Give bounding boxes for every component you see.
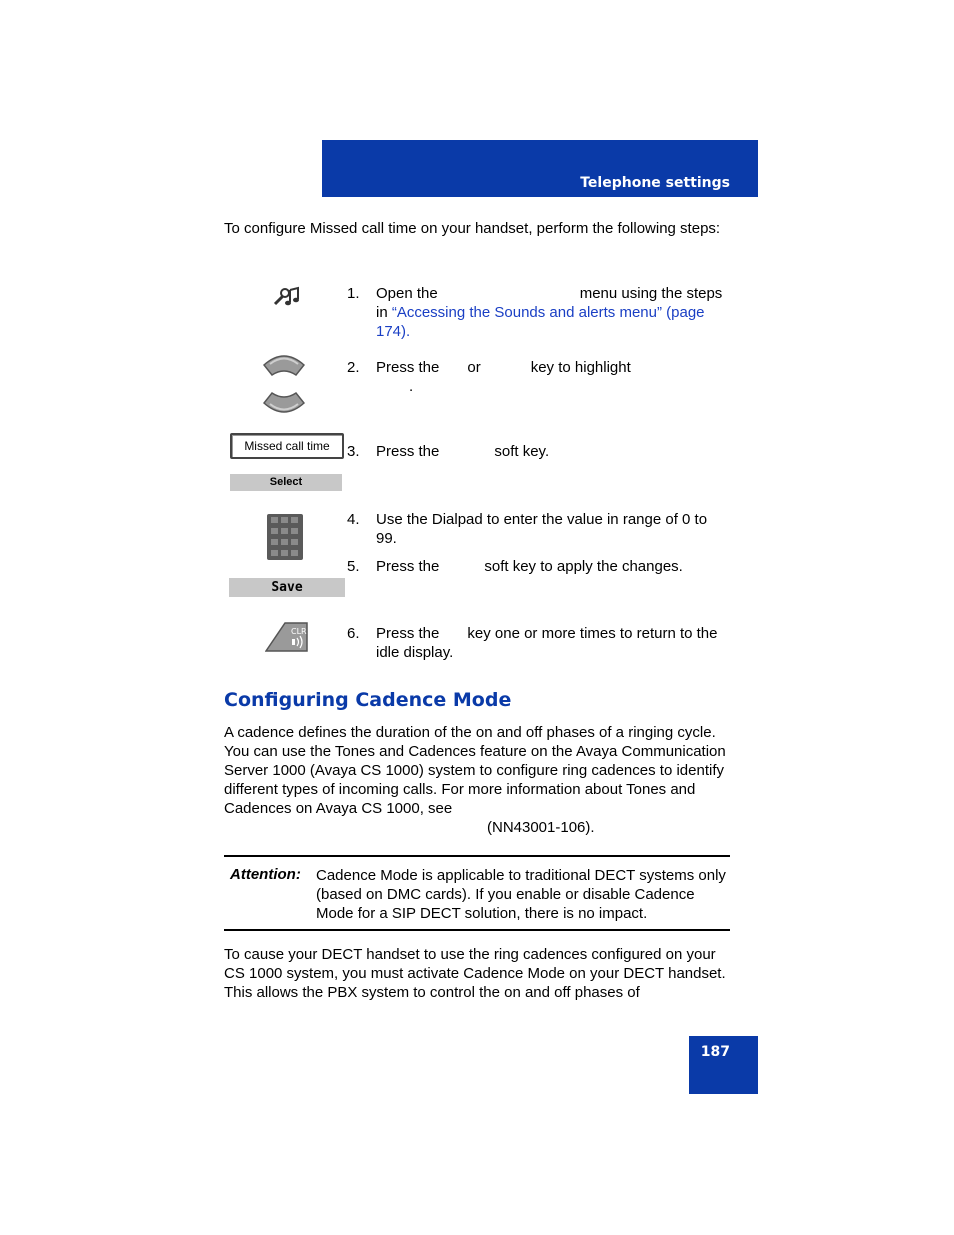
cadence-paragraph: A cadence defines the duration of the on and off phases of a ringing cycle. You can use the Tones and Cadences feature on the Avaya Communication Server 1000 (Avaya CS 1000) system to configure ring cadences to identify different types of incoming calls. For more information about Tones and Cadences on Avaya CS 1000, see (NN43001-106). <box>224 724 726 836</box>
wrench-music-icon <box>272 286 302 313</box>
step-number: 1. <box>347 285 360 302</box>
down-nav-key-icon <box>262 389 306 422</box>
step-number: 2. <box>347 359 360 376</box>
dialpad-icon <box>267 514 303 565</box>
save-softkey[interactable]: Save <box>229 578 345 597</box>
step-5-text: Press the soft key to apply the changes. <box>376 558 683 575</box>
section-title: Telephone settings <box>580 175 730 191</box>
page-number-box <box>689 1036 758 1094</box>
step-number: 4. <box>347 511 360 528</box>
step-number: 3. <box>347 443 360 460</box>
select-softkey[interactable]: Select <box>230 474 342 491</box>
step-1-text: Open the menu using the steps in “Accessing the Sounds and alerts menu” (page 174). <box>376 285 723 340</box>
section-heading: Configuring Cadence Mode <box>224 689 512 711</box>
missed-call-time-screen: Missed call time <box>230 433 344 459</box>
page-number: 187 <box>700 1044 730 1060</box>
intro-text: To configure Missed call time on your handset, perform the following steps: <box>224 220 721 237</box>
step-number: 5. <box>347 558 360 575</box>
step-number: 6. <box>347 625 360 642</box>
link-sounds-menu[interactable]: “Accessing the Sounds and alerts menu” (page 174) <box>376 304 705 340</box>
attention-text: Cadence Mode is applicable to traditional DECT systems only (based on DMC cards). If you enable or disable Cadence Mode for a SIP DECT solution, there is no impact. <box>316 867 726 922</box>
step-6-text: Press the key one or more times to return to the idle display. <box>376 625 718 661</box>
header-band <box>322 140 758 197</box>
step-4-text: Use the Dialpad to enter the value in range of 0 to 99. <box>376 511 708 547</box>
step-3-text: Press the soft key. <box>376 443 550 460</box>
clr-key-icon <box>265 621 309 658</box>
attention-box <box>224 855 730 931</box>
attention-label: Attention: <box>230 866 301 883</box>
svg-text:CLR: CLR <box>291 627 307 636</box>
up-nav-key-icon <box>262 351 306 384</box>
cadence-mode-paragraph: To cause your DECT handset to use the ring cadences configured on your CS 1000 system, you must activate Cadence Mode on your DECT handset. This allows the PBX system to control the on and off phases of <box>224 946 726 1001</box>
step-2-text: Press the or key to highlight . <box>376 359 631 395</box>
